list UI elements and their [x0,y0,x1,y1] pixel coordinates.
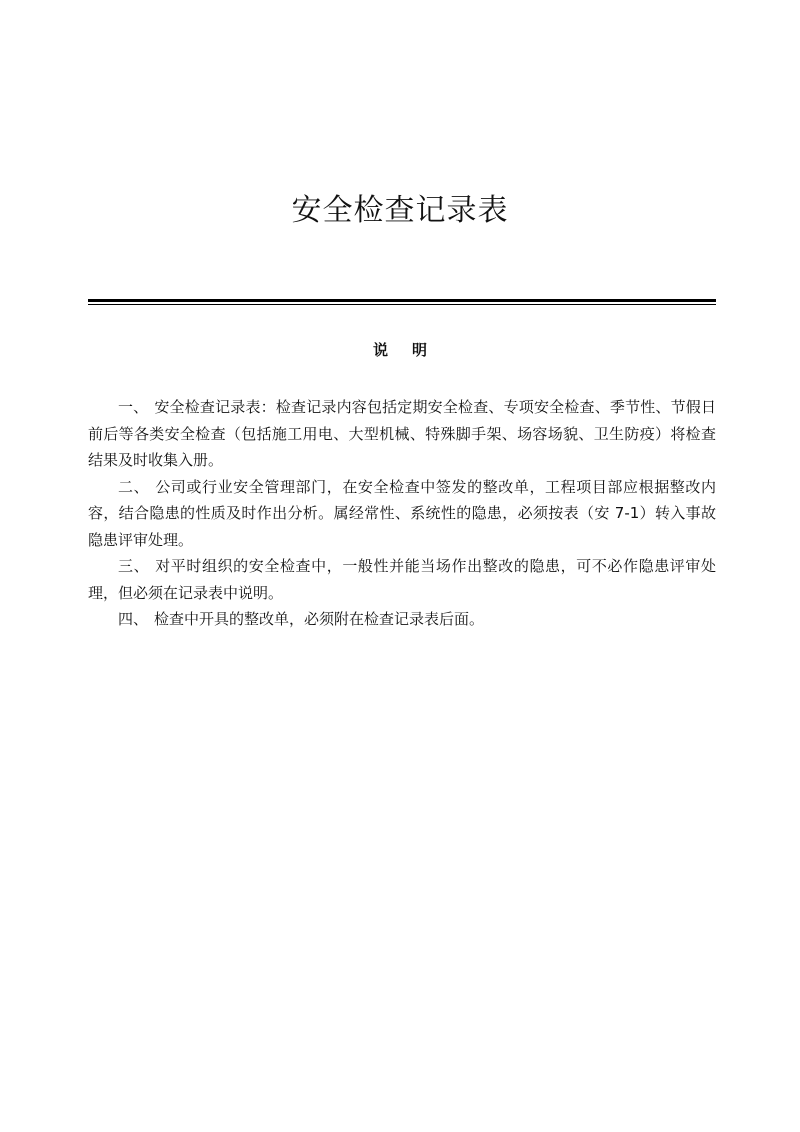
item-number: 一、 [118,398,149,416]
item-text: 公司或行业安全管理部门，在安全检查中签发的整改单，工程项目部应根据整改内容，结合隐患的性质及时作出分析。属经常性、系统性的隐患，必须按表（安 7-1）转入事故隐患评审处理。 [88,477,716,549]
instruction-item-2 [88,474,716,554]
item-number: 二、 [118,477,150,496]
instruction-list [88,394,716,633]
title-divider-thick [88,299,716,302]
item-text: 对平时组织的安全检查中，一般性并能当场作出整改的隐患，可不必作隐患评审处理，但必须在记录表中说明。 [88,557,716,602]
section-heading-char-1: 说 [372,341,388,359]
section-heading [0,340,800,360]
page-title: 安全检查记录表 [291,193,509,228]
item-number: 四、 [118,610,149,628]
title-divider-thin [88,304,716,305]
instruction-item-1 [88,394,716,474]
item-number: 三、 [118,557,150,575]
instruction-item-3 [88,553,716,606]
item-text: 安全检查记录表：检查记录内容包括定期安全检查、专项安全检查、季节性、节假日前后等各类安全检查（包括施工用电、大型机械、特殊脚手架、场容场貌、卫生防疫）将检查结果及时收集入册。 [88,398,716,469]
instruction-item-4 [88,606,716,633]
section-heading-char-2: 明 [412,341,428,359]
item-text: 检查中开具的整改单，必须附在检查记录表后面。 [154,610,485,628]
